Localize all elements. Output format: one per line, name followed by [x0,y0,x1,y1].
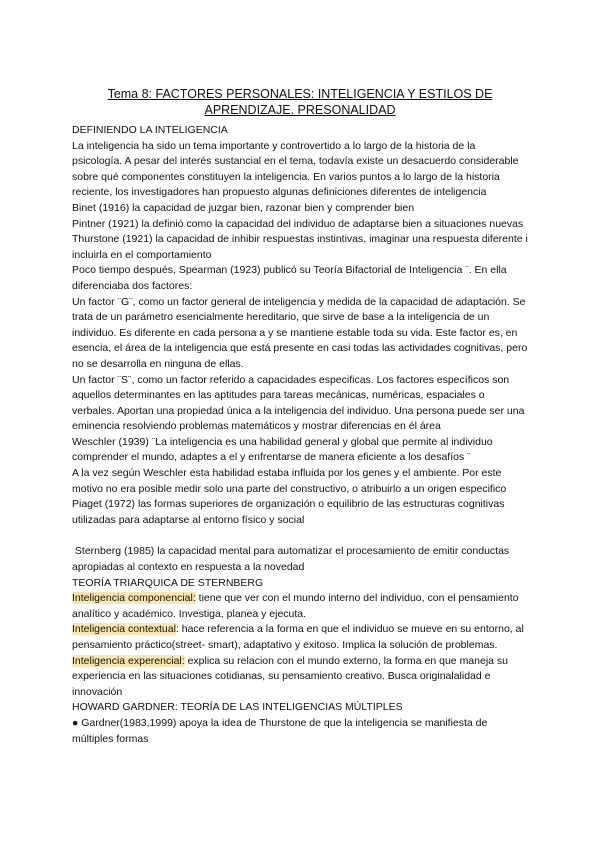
experiencial-term-highlight: Inteligencia experencial: [72,654,185,667]
componencial-paragraph [72,591,528,622]
gardner-bullet: ● Gardner(1983,1999) apoya la idea de Thurstone de que la inteligencia se manifiesta de múltiples formas [72,716,488,745]
contextual-term-highlight: Inteligencia contextual [72,623,176,636]
sternberg-definition [72,544,528,575]
pintner-definition: Pintner (1921) la definió como la capacidad del individuo de adaptarse bien a situaciones nuevas [72,217,524,230]
document-title: Tema 8: FACTORES PERSONALES: INTELIGENCIA Y ESTILOS DE APRENDIZAJE. PRESONALIDAD [107,87,493,117]
section-heading-sternberg: TEORÍA TRIARQUICA DE STERNBERG [72,576,264,589]
weschler-definition: Weschler (1939) ¨La inteligencia es una habilidad general y global que permite al individuo comprender el mundo, adaptes a el y enfrentarse de manera eficiente a los desafíos ¨ [72,435,493,464]
piaget-definition: Piaget (1972) las formas superiores de organización o equilibrio de las estructuras cognitivas utilizadas para adaptarse al entorno físico y social [72,498,505,526]
intro-paragraph: La inteligencia ha sido un tema importante y controvertido a lo largo de la historia de la psicología. A pesar del interés sustancial en el tema, todavía existe un desacuerdo considerable sobre qué componentes constituyen la inteligencia. En varios puntos a lo largo de la historia reciente, los investigadores han propuesto algunas definiciones diferentes de inteligencia [72,139,519,199]
binet-definition: Binet (1916) la capacidad de juzgar bien, razonar bien y comprender bien [72,201,415,214]
experiencial-text: explica su relacion con el mundo externo, la forma en que maneja su experiencia en las situaciones cotidianas, su pensamiento creativo. Busca originalalidad e innovación [72,654,509,698]
contextual-text: : hace referencia a la forma en que el individuo se mueve en su entorno, al pensamiento práctico(street- smart), adaptativo y exitoso. Implica la solución de problemas. [72,623,524,651]
factor-g-paragraph: Un factor ¨G¨, como un factor general de inteligencia y medida de la capacidad de adaptación. Se trata de un parámetro esencialmente hereditario, que sirve de base a la inteligencia de un individuo. Es diferente en cada persona a y se mantiene estable toda su vida. Este factor es, en esencia, el área de la inteligencia que está presente en casi todas las actividades cognitivas, pero no se desarrolla en ninguna de ellas. [72,295,528,370]
weschler-note: A la vez según Weschler esta habilidad estaba influida por los genes y el ambiente. Por este motivo no era posible medir solo una parte del constructivo, o atribuirlo a un origen especifico [72,467,507,495]
spearman-paragraph: Poco tiempo después, Spearman (1923) publicó su Teoría Bifactorial de Inteligencia ¨. En ella diferenciaba dos factores: [72,264,507,292]
section-heading-definiendo: DEFINIENDO LA INTELIGENCIA [72,124,228,136]
componencial-text: tiene que ver con el mundo interno del individuo, con el pensamiento analítico y académico. Investiga, planea y ejecuta. [72,592,519,620]
thurstone-definition: Thurstone (1921) la capacidad de inhibir respuestas instintivas, imaginar una respuesta diferente i incluirla en el comportamiento [72,233,528,261]
experiencial-paragraph [72,654,528,701]
componencial-term-highlight: Inteligencia componencial: [72,592,196,605]
document-body [72,123,528,747]
factor-s-paragraph: Un factor ¨S¨, como un factor referido a capacidades especificas. Los factores específicos son aquellos determinantes en las aptitudes para tareas mecánicas, numéricas, espaciales o verbales. Aportan una propiedad única a la inteligencia del individuo. Una persona puede ser una eminencia resolviendo problemas matemáticos y mostrar diferencias en él área [72,373,525,433]
blank-line [72,528,528,544]
section-heading-gardner: HOWARD GARDNER: TEORÍA DE LAS INTELIGENCIAS MÚLTIPLES [72,701,403,714]
contextual-paragraph [72,622,528,653]
sternberg-text: Sternberg (1985) la capacidad mental para automatizar el procesamiento de emitir conductas apropiadas al contexto en respuesta a la novedad [72,545,510,574]
